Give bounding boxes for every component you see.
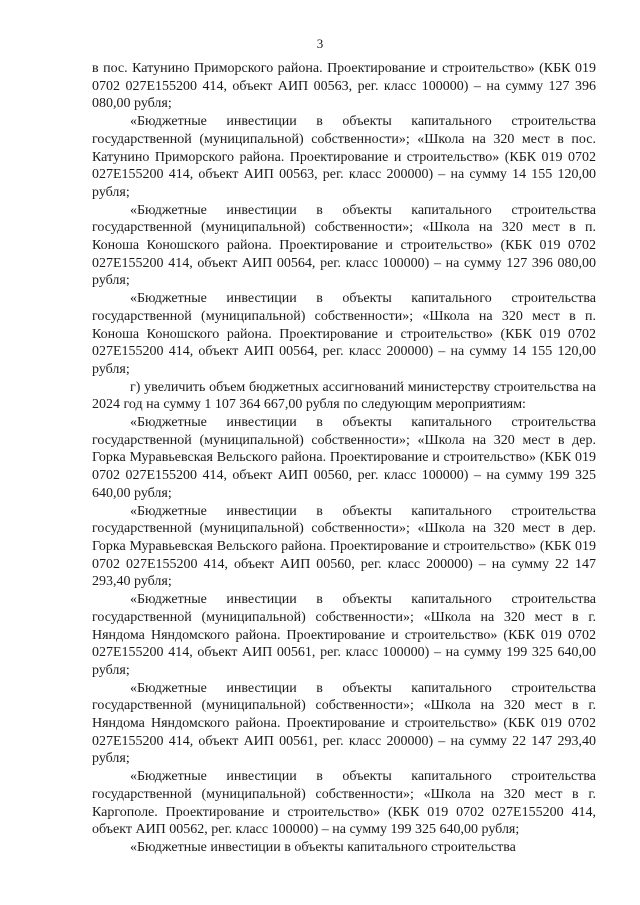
paragraph: «Бюджетные инвестиции в объекты капитального строительства государственной (муниципальной) собственности»; «Школа на 320 мест в г. Каргополе. Проектирование и строительство» (КБК 019 0702 027Е155200 414, объект АИП 00562, рег. класс 100000) – на сумму 199 325 640,00 рубля; <box>92 769 596 838</box>
paragraph: «Бюджетные инвестиции в объекты капитального строительства государственной (муниципальной) собственности»; «Школа на 320 мест в дер. Горка Муравьевская Вельского района. Проектирование и строительство» (КБК 019 0702 027Е155200 414, объект АИП 00560, рег. класс 100000) – на сумму 199 325 640,00 рубля; <box>92 415 596 501</box>
paragraph: «Бюджетные инвестиции в объекты капитального строительства государственной (муниципальной) собственности»; «Школа на 320 мест в г. Няндома Няндомского района. Проектирование и строительство» (КБК 019 0702 027Е155200 414, объект АИП 00561, рег. класс 200000) – на сумму 22 147 293,40 рубля; <box>92 680 596 767</box>
paragraph: г) увеличить объем бюджетных ассигнований министерству строительства на 2024 год на сумму 1 107 364 667,00 рубля по следующим мероприятиям: <box>92 379 596 413</box>
paragraph: «Бюджетные инвестиции в объекты капитального строительства государственной (муниципальной) собственности»; «Школа на 320 мест в дер. Горка Муравьевская Вельского района. Проектирование и строительство» (КБК 019 0702 027Е155200 414, объект АИП 00560, рег. класс 200000) – на сумму 22 147 293,40 рубля; <box>92 503 596 590</box>
paragraph: «Бюджетные инвестиции в объекты капитального строительства государственной (муниципальной) собственности»; «Школа на 320 мест в п. Коноша Коношского района. Проектирование и строительство» (КБК 019 0702 027Е155200 414, объект АИП 00564, рег. класс 100000) – на сумму 127 396 080,00 рубля; <box>92 202 596 289</box>
page-number: 3 <box>316 36 324 51</box>
paragraph: «Бюджетные инвестиции в объекты капитального строительства государственной (муниципальной) собственности»; «Школа на 320 мест в пос. Катунино Приморского района. Проектирование и строительство» (КБК 019 0702 027Е155200 414, объект АИП 00563, рег. класс 200000) – на сумму 14 155 120,00 рубля; <box>92 114 596 200</box>
paragraph: в пос. Катунино Приморского района. Проектирование и строительство» (КБК 019 0702 027Е155200 414, объект АИП 00563, рег. класс 100000) – на сумму 127 396 080,00 рубля; <box>92 61 596 112</box>
paragraph: «Бюджетные инвестиции в объекты капитального строительства государственной (муниципальной) собственности»; «Школа на 320 мест в п. Коноша Коношского района. Проектирование и строительство» (КБК 019 0702 027Е155200 414, объект АИП 00564, рег. класс 200000) – на сумму 14 155 120,00 рубля; <box>92 291 596 377</box>
paragraph: «Бюджетные инвестиции в объекты капитального строительства государственной (муниципальной) собственности»; «Школа на 320 мест в г. Няндома Няндомского района. Проектирование и строительство» (КБК 019 0702 027Е155200 414, объект АИП 00561, рег. класс 100000) – на сумму 199 325 640,00 рубля; <box>92 592 596 678</box>
document-body <box>92 60 596 857</box>
paragraph: «Бюджетные инвестиции в объекты капитального строительства <box>130 839 516 855</box>
